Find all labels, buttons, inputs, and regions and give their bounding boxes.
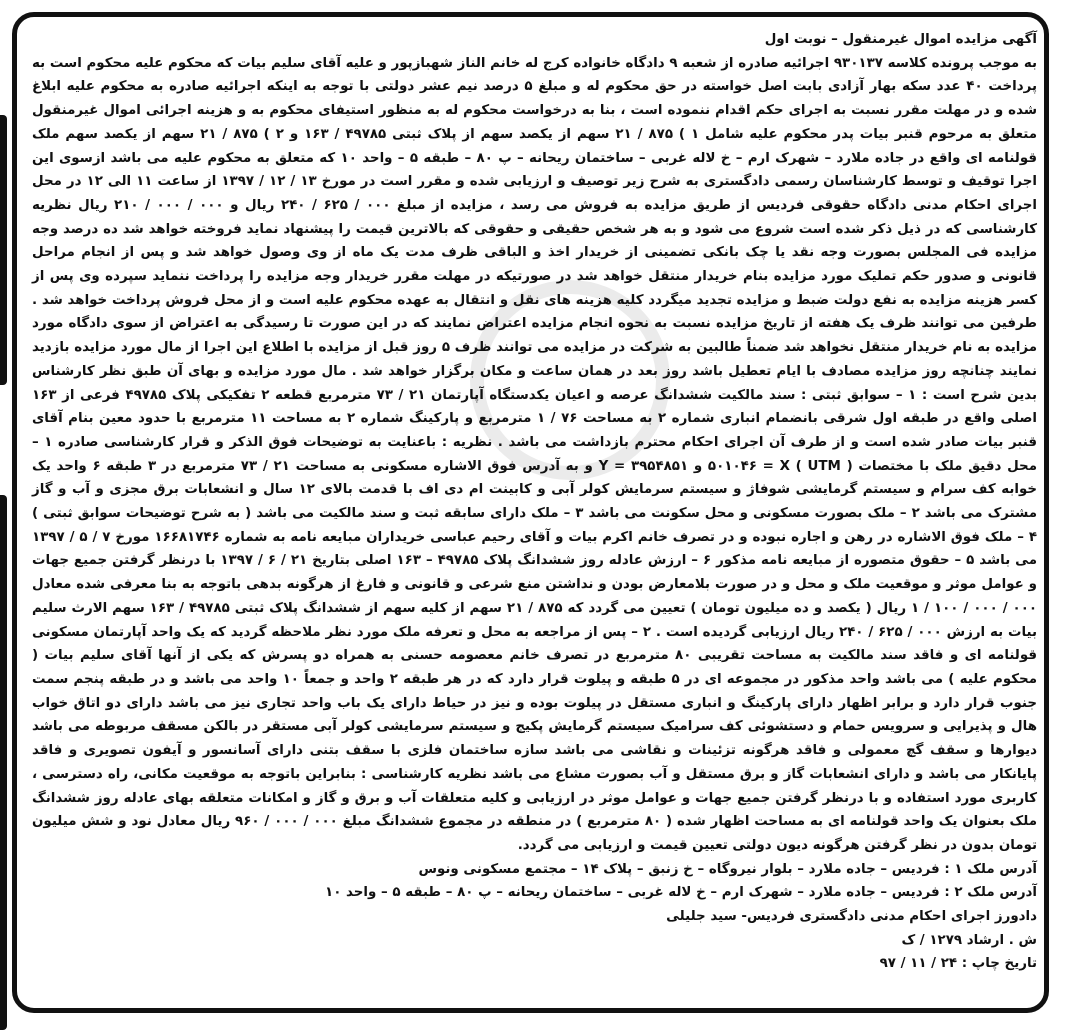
guidance-number: ش . ارشاد ۱۲۷۹ / ک <box>901 932 1037 948</box>
signature: دادورز اجرای احکام مدنی دادگستری فردیس- سید جلیلی <box>666 909 1037 925</box>
property-address-2: آدرس ملک ۲ : فردیس – جاده ملارد – شهرک ارم – خ لاله غربی – ساختمان ریحانه – پ ۸۰ – طبقه ۵ – واحد ۱۰ <box>325 885 1037 901</box>
left-edge-tab-top <box>0 115 7 385</box>
auction-notice <box>32 28 1037 976</box>
property-address-1: آدرس ملک ۱ : فردیس – جاده ملارد – بلوار نیروگاه – خ زنبق – پلاک ۱۴ – مجتمع مسکونی ونوس <box>418 861 1037 877</box>
left-edge-tab-bottom <box>0 495 7 1030</box>
notice-title: آگهی مزایده اموال غیرمنقول – نوبت اول <box>764 32 1037 47</box>
notice-body: به موجب پرونده کلاسه ۹۳۰۱۳۷ اجرائیه صادره از شعبه ۹ دادگاه خانواده کرج له خانم الناز شهبازپور و علیه آقای سلیم بیات که محکوم علیه محکوم است به پرداخت ۴۰ عدد سکه بهار آزادی بابت اصل خواسته در حق محکوم له و مبلغ ۵ درصد نیم عشر دولتی با توجه به اینکه اجرائیه صادره به محکوم علیه ابلاغ شده و در مهلت مقرر نسبت به اجرای حکم اقدام ننموده است ، بنا به درخواست محکوم له به منظور استیفای محکوم به و هزینه اجرائی اموال غیرمنقول متعلق به مرحوم قنبر بیات پدر محکوم علیه شامل ۱ ) ۸۷۵ / ۲۱ سهم از یکصد سهم از پلاک ثبتی ۴۹۷۸۵ / ۱۶۳ و ۲ ) ۸۷۵ / ۲۱ سهم از یکصد سهم ملک قولنامه ای واقع در جاده ملارد – شهرک ارم – خ لاله غربی – ساختمان ریحانه – پ ۸۰ – طبقه ۵ – واحد ۱۰ که متعلق به محکوم علیه می باشد ازسوی این اجرا توقیف و توسط کارشناسان رسمی دادگستری به شرح زیر توصیف و ارزیابی شده و مقرر است در مورخ ۱۳ / ۱۲ / ۱۳۹۷ از ساعت ۱۱ الی ۱۲ در محل اجرای احکام مدنی دادگاه حقوقی فردیس از طریق مزایده به فروش می رسد ، مزایده از مبلغ ۰۰۰ / ۶۲۵ / ۲۴۰ ریال و ۰۰۰ / ۰۰۰ / ۲۱۰ ریال نظریه کارشناسی که در ذیل ذکر شده است شروع می شود و به هر شخص حقیقی و حقوقی که بالاترین قیمت را پیشنهاد نماید فروخته خواهد شد ده درصد وجه مزایده فی المجلس بصورت وجه نقد یا چک بانکی تضمینی از خریدار اخذ و الباقی ظرف مدت یک ماه از وی وصول خواهد شد و پس از انجام مراحل قانونی و صدور حکم تملیک مورد مزایده بنام خریدار منتقل خواهد شد در صورتیکه در مهلت مقرر خریدار وجه مزایده را پرداخت ننماید سپرده وی پس از کسر هزینه مزایده به نفع دولت ضبط و مزایده تجدید میگردد کلیه هزینه های نقل و انتقال به عهده محکوم علیه است و از محل فروش پرداخت خواهد شد . طرفین می توانند ظرف یک هفته از تاریخ مزایده نسبت به نحوه انجام مزایده اعتراض نمایند که در این صورت تا رسیدگی به اعتراض از سوی دادگاه مورد مزایده به نام خریدار منتقل نخواهد شد ضمناً طالبین به شرکت در مزایده می توانند ظرف ۵ روز قبل از مزایده با اطلاع این اجرا از مال مورد مزایده بازدید نمایند چنانچه روز مزایده مصادف با ایام تعطیل باشد روز بعد در همان ساعت و مکان برگزار خواهد شد . مال مورد مزایده و بهای آن طبق نظر کارشناس بدین شرح است : ۱ – سوابق ثبتی : سند مالکیت ششدانگ عرصه و اعیان یکدستگاه آپارتمان ۲۱ / ۷۳ مترمربع قطعه ۲ تفکیکی پلاک ۴۹۷۸۵ فرعی از ۱۶۳ اصلی واقع در طبقه اول شرقی بانضمام انباری شماره ۲ به مساحت ۷۶ / ۱ مترمربع و پارکینگ شماره ۲ به مساحت ۱۱ مترمربع با حدود معین بنام آقای قنبر بیات صادر شده است و از طرف آن اجرای احکام محترم بازداشت می باشد . نظریه : باعنایت به توضیحات فوق الذکر و قرار کارشناسی صادره ۱ – محل دقیق ملک با مختصات ( UTM ) ۵۰۱۰۴۶ = X و ۳۹۵۴۸۵۱ = Y و به آدرس فوق الاشاره مسکونی به مساحت ۲۱ / ۷۳ مترمربع در ۳ طبقه ۶ واحد یک خوابه کف سرام و سیستم گرمایشی شوفاژ و سیستم سرمایش کولر آبی و کابینت ام دی اف با قدمت بالای ۱۲ سال و انشعابات برق مجزی و آب و گاز مشترک می باشد ۲ – ملک بصورت مسکونی و محل سکونت می باشد ۳ – ملک دارای سابقه ثبت و سند مالکیت می باشد ( به شرح توضیحات سوابق ثبتی ) ۴ – ملک فوق الاشاره در رهن و اجاره نبوده و در تصرف خانم اکرم بیات و آقای رحیم عباسی خریداران مبایعه نامه به شماره ۱۶۶۸۱۷۴۶ مورخ ۷ / ۵ / ۱۳۹۷ می باشد ۵ – حقوق متصوره از مبایعه نامه مذکور ۶ – ارزش عادله روز ششدانگ پلاک ۴۹۷۸۵ – ۱۶۳ اصلی بتاریخ ۲۱ / ۶ / ۱۳۹۷ با درنظر گرفتن جمیع جهات و عوامل موثر و موقعیت ملک و محل و در صورت بلامعارض بودن و نداشتن منع شرعی و قانونی و فارغ از هرگونه بدهی باتوجه به بنا معرفی شده معادل ۰۰۰ / ۰۰۰ / ۱۰۰ / ۱ ریال ( یکصد و ده میلیون تومان ) تعیین می گردد که ۸۷۵ / ۲۱ سهم از کلیه سهم از ششدانگ پلاک ثبتی ۴۹۷۸۵ / ۱۶۳ سهم الارث سلیم بیات به ارزش ۰۰۰ / ۶۲۵ / ۲۴۰ ریال ارزیابی گردیده است . ۲ – پس از مراجعه به محل و تعرفه ملک مورد نظر ملاحظه گردید که یک واحد آپارتمان مسکونی قولنامه ای و فاقد سند مالکیت به مساحت تقریبی ۸۰ مترمربع در تصرف خانم معصومه حسنی به همراه دو پسرش که یکی از آنها آقای سلیم بیات ( محکوم علیه ) می باشد واحد مذکور در مجموعه ای در ۵ طبقه و پیلوت قرار دارد که در هر طبقه ۲ واحد و جمعاً ۱۰ واحد می باشد و در طبقه پنجم سمت جنوب قرار دارد و برابر اظهار دارای پارکینگ و انباری مستقل در پیلوت بوده و نیز در حیاط دارای یک باب واحد تجاری نیز می باشد دارای دو اتاق خواب هال و پذیرایی و سرویس حمام و دستشوئی کف سرامیک سیستم گرمایش پکیج و سیستم سرمایشی کولر آبی مستقر در بالکن مسقف مربوطه می باشد دیوارها و سقف گچ معمولی و فاقد هرگونه تزئینات و نقاشی می باشد سازه ساختمان فلزی با سقف بتنی دارای آسانسور و آیفون تصویری و فاقد پایانکار می باشد و دارای انشعابات گاز و برق مستقل و آب بصورت مشاع می باشد نظریه کارشناسی : بنابراین باتوجه به موقعیت مکانی، راه دسترسی ، کاربری مورد استفاده و با درنظر گرفتن جمیع جهات و عوامل موثر در ارزیابی و کلیه متعلقات آب و برق و گاز و امکانات متعلقه بهای عادله روز ششدانگ ملک بعنوان یک واحد قولنامه ای به مساحت اظهار شده ( ۸۰ مترمربع ) در منطقه در مجموع ششدانگ مبلغ ۰۰۰ / ۰۰۰ / ۹۶۰ ریال معادل نود و شش میلیون تومان بدون در نظر گرفتن هرگونه دیون دولتی تعیین قیمت و ارزیابی می گردد. <box>32 55 1038 853</box>
print-date: تاریخ چاپ : ۲۴ / ۱۱ / ۹۷ <box>879 956 1037 972</box>
